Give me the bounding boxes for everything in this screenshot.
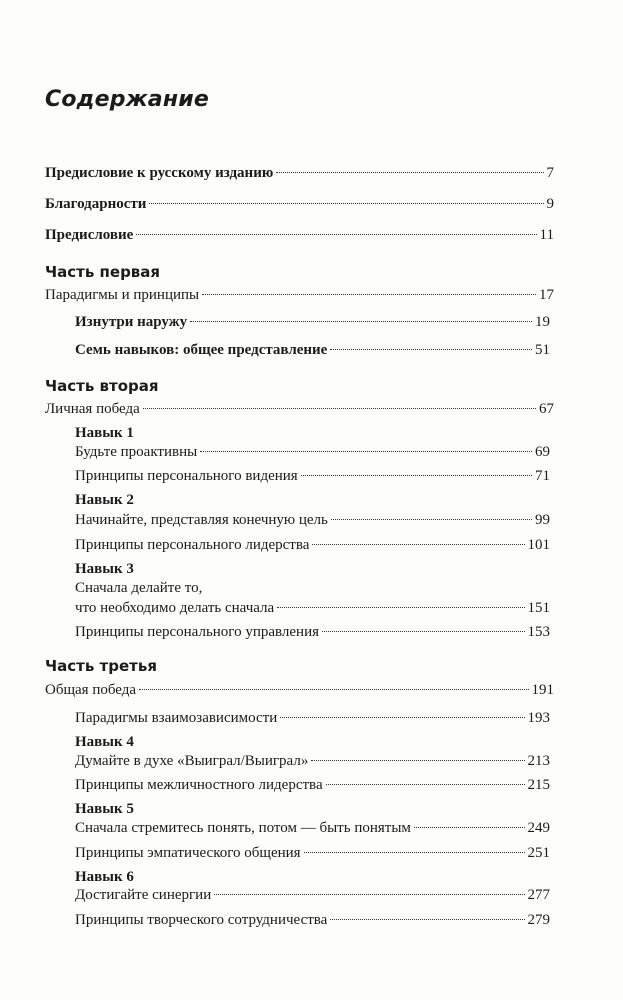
part-heading: Часть вторая	[45, 377, 159, 395]
toc-entry-page: 7	[546, 165, 554, 181]
dot-leader	[149, 203, 543, 204]
toc-entry[interactable]	[75, 535, 550, 555]
toc-entry-title: Достигайте синергии	[75, 887, 212, 903]
toc-entry[interactable]	[75, 708, 550, 728]
toc-entry-page: 11	[539, 227, 554, 243]
dot-leader	[322, 631, 524, 632]
toc-entry[interactable]	[75, 775, 550, 795]
dot-leader	[202, 294, 536, 295]
toc-entry-title: Думайте в духе «Выиграл/Выиграл»	[75, 753, 309, 769]
toc-entry-title: Принципы эмпатического общения	[75, 845, 301, 861]
toc-entry[interactable]	[45, 285, 554, 305]
part-heading: Часть третья	[45, 657, 157, 675]
toc-entry-page: 213	[527, 753, 550, 769]
dot-leader	[331, 519, 532, 520]
toc-entry-title: Парадигмы взаимозависимости	[75, 710, 278, 726]
toc-entry-title: Личная победа	[45, 401, 140, 417]
toc-entry-title: Предисловие	[45, 227, 134, 243]
dot-leader	[190, 321, 532, 322]
toc-entry[interactable]	[75, 510, 550, 530]
toc-entry-page: 67	[539, 401, 554, 417]
toc-entry-page: 99	[535, 512, 550, 528]
toc-entry-title: Парадигмы и принципы	[45, 287, 200, 303]
dot-leader	[301, 475, 532, 476]
toc-entry-title: Будьте проактивны	[75, 444, 198, 460]
toc-entry-title-line1[interactable]: Сначала делайте то,	[75, 580, 203, 596]
part-heading: Часть первая	[45, 263, 161, 281]
toc-entry-page: 69	[535, 444, 550, 460]
dot-leader	[326, 784, 525, 785]
toc-entry[interactable]	[45, 399, 554, 419]
habit-heading: Навык 5	[75, 801, 134, 817]
toc-entry[interactable]	[45, 680, 554, 700]
toc-entry-title: Принципы персонального видения	[75, 468, 298, 484]
toc-entry-title: Принципы творческого сотрудничества	[75, 912, 328, 928]
dot-leader	[214, 894, 524, 895]
toc-entry-page: 279	[527, 912, 550, 928]
toc-entry[interactable]	[75, 818, 550, 838]
toc-entry-page: 193	[527, 710, 550, 726]
dot-leader	[304, 852, 525, 853]
toc-entry-page: 249	[527, 820, 550, 836]
toc-entry-page: 277	[527, 887, 550, 903]
toc-entry[interactable]	[75, 312, 550, 332]
toc-entry-page: 191	[531, 682, 554, 698]
toc-entry-title: Изнутри наружу	[75, 314, 188, 330]
toc-entry[interactable]	[75, 910, 550, 930]
toc-entry-title: Семь навыков: общее представление	[75, 342, 328, 358]
toc-entry-page: 251	[527, 845, 550, 861]
dot-leader	[311, 760, 524, 761]
toc-entry[interactable]	[75, 466, 550, 486]
habit-heading: Навык 2	[75, 492, 134, 508]
toc-entry-title: Предисловие к русскому изданию	[45, 165, 274, 181]
dot-leader	[312, 544, 524, 545]
dot-leader	[280, 717, 524, 718]
toc-entry-title: Начинайте, представляя конечную цель	[75, 512, 328, 528]
dot-leader	[277, 607, 524, 608]
toc-entry-title-line2: что необходимо делать сначала	[75, 600, 275, 616]
toc-entry-title: Общая победа	[45, 682, 137, 698]
toc-entry[interactable]	[75, 442, 550, 462]
toc-entry[interactable]	[75, 340, 550, 360]
dot-leader	[136, 234, 536, 235]
habit-heading: Навык 6	[75, 869, 134, 885]
habit-heading: Навык 3	[75, 561, 134, 577]
habit-heading: Навык 4	[75, 734, 134, 750]
toc-entry-page: 151	[527, 600, 550, 616]
toc-entry-page: 19	[535, 314, 550, 330]
toc-entry-page: 51	[535, 342, 550, 358]
habit-heading: Навык 1	[75, 425, 134, 441]
toc-entry[interactable]	[75, 598, 550, 618]
toc-entry[interactable]	[75, 843, 550, 863]
toc-entry-page: 153	[527, 624, 550, 640]
toc-entry-title: Принципы персонального лидерства	[75, 537, 310, 553]
toc-entry-title: Принципы персонального управления	[75, 624, 320, 640]
toc-entry-page: 17	[539, 287, 554, 303]
dot-leader	[276, 172, 543, 173]
toc-entry-page: 215	[527, 777, 550, 793]
toc-entry[interactable]	[45, 225, 554, 245]
toc-entry-page: 71	[535, 468, 550, 484]
toc-entry[interactable]	[45, 194, 554, 214]
toc-entry-title: Принципы межличностного лидерства	[75, 777, 323, 793]
dot-leader	[414, 827, 525, 828]
page-title: Содержание	[45, 87, 209, 112]
toc-entry-title: Сначала стремитесь понять, потом — быть понятым	[75, 820, 411, 836]
toc-entry-title: Благодарности	[45, 196, 147, 212]
toc-entry-page: 101	[527, 537, 550, 553]
toc-entry-page: 9	[546, 196, 554, 212]
dot-leader	[330, 919, 524, 920]
toc-entry[interactable]	[75, 751, 550, 771]
toc-entry[interactable]	[75, 622, 550, 642]
toc-entry[interactable]	[75, 885, 550, 905]
dot-leader	[330, 349, 532, 350]
dot-leader	[139, 689, 528, 690]
dot-leader	[143, 408, 536, 409]
dot-leader	[200, 451, 532, 452]
toc-entry[interactable]	[45, 163, 554, 183]
